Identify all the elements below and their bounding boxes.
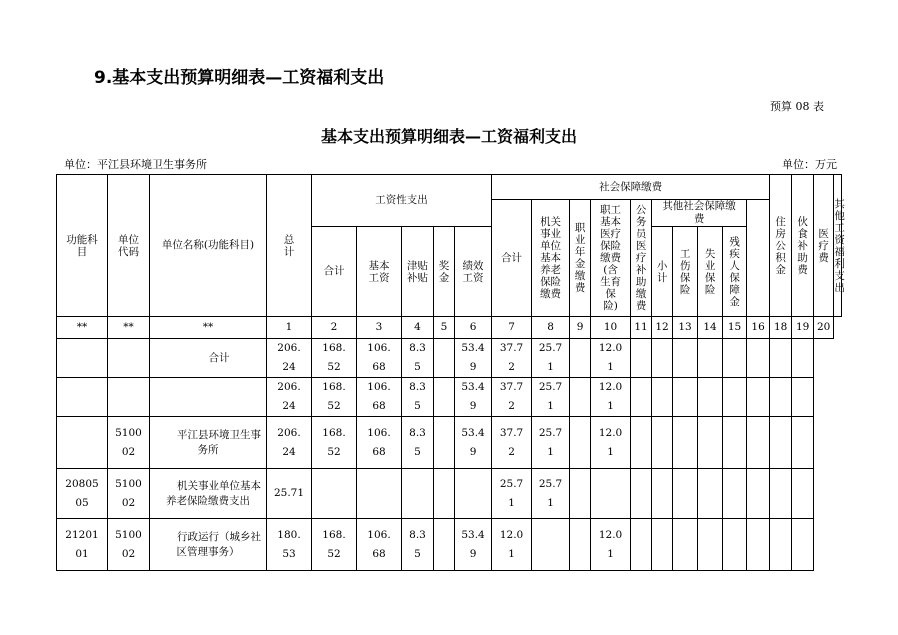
value-cell <box>652 339 673 378</box>
value-cell <box>631 378 652 417</box>
index-cell: ** <box>57 317 108 339</box>
header-disability: 残疾人保障金 <box>723 227 747 317</box>
table-title: 基本支出预算明细表—工资福利支出 <box>320 127 577 146</box>
value-cell: 53.49 <box>455 417 492 469</box>
value-cell: 37.72 <box>492 378 532 417</box>
value-cell <box>723 339 747 378</box>
value-cell <box>723 378 747 417</box>
table-row <box>57 519 842 571</box>
header-total: 总计 <box>267 175 312 317</box>
value-cell <box>792 417 814 469</box>
value-cell <box>770 469 792 519</box>
value-cell <box>631 339 652 378</box>
value-cell <box>770 378 792 417</box>
value-cell <box>434 469 455 519</box>
value-cell: 206.24 <box>267 417 312 469</box>
index-cell: 11 <box>631 317 652 339</box>
value-cell: 8.35 <box>402 339 434 378</box>
header-row-1 <box>57 175 842 200</box>
value-cell: 106.68 <box>357 417 402 469</box>
value-cell: 12.01 <box>591 378 631 417</box>
index-cell: 7 <box>492 317 532 339</box>
header-housing: 住房公积金 <box>770 175 792 317</box>
value-cell <box>792 378 814 417</box>
data-rows <box>57 339 842 571</box>
unit-name-cell: 合计 <box>150 339 267 378</box>
budget-table <box>56 174 845 571</box>
value-cell <box>792 519 814 571</box>
value-cell: 106.68 <box>357 339 402 378</box>
index-cell: 18 <box>770 317 792 339</box>
unit-code-cell: 510002 <box>108 469 150 519</box>
value-cell: 8.35 <box>402 417 434 469</box>
value-cell <box>698 417 723 469</box>
value-cell <box>402 469 434 519</box>
value-cell: 106.68 <box>357 378 402 417</box>
value-cell: 12.01 <box>591 519 631 571</box>
value-cell <box>652 469 673 519</box>
value-cell <box>698 339 723 378</box>
index-cell: 9 <box>570 317 591 339</box>
value-cell <box>747 378 770 417</box>
index-cell: ** <box>108 317 150 339</box>
value-cell <box>631 469 652 519</box>
header-other-welfare: 其他工资福利支出 <box>834 175 842 317</box>
value-cell <box>698 378 723 417</box>
index-cell: 19 <box>792 317 814 339</box>
header-allowance: 津贴补贴 <box>402 227 434 317</box>
value-cell <box>723 417 747 469</box>
func-code-cell <box>57 417 108 469</box>
unit-name-cell: 平江县环境卫生事务所 <box>150 417 267 469</box>
index-cell: 4 <box>402 317 434 339</box>
header-injury: 工伤保险 <box>673 227 698 317</box>
value-cell <box>631 417 652 469</box>
header-medical-fee: 医疗费 <box>814 175 834 317</box>
unit-code-cell <box>108 378 150 417</box>
index-cell: 20 <box>814 317 834 339</box>
func-code-cell: 2120101 <box>57 519 108 571</box>
value-cell: 206.24 <box>267 378 312 417</box>
value-cell <box>673 417 698 469</box>
value-cell: 12.01 <box>591 417 631 469</box>
value-cell: 37.72 <box>492 339 532 378</box>
header-bonus: 奖金 <box>434 227 455 317</box>
value-cell <box>591 469 631 519</box>
index-cell: 5 <box>434 317 455 339</box>
header-wage-group: 工资性支出 <box>312 175 492 227</box>
func-code-cell: 2080505 <box>57 469 108 519</box>
table-row <box>57 417 842 469</box>
value-cell <box>652 378 673 417</box>
value-cell <box>792 339 814 378</box>
header-pension: 机关事业单位基本养老保险缴费 <box>532 200 570 317</box>
value-cell: 25.71 <box>532 339 570 378</box>
index-cell: ** <box>150 317 267 339</box>
header-civil-medical: 公务员医疗补助缴费 <box>631 200 652 317</box>
value-cell <box>770 417 792 469</box>
header-medical: 职工基本医疗保险缴费(含生育保险) <box>591 200 631 317</box>
value-cell: 25.71 <box>532 378 570 417</box>
table-row <box>57 469 842 519</box>
unit-code-cell: 510002 <box>108 417 150 469</box>
value-cell <box>673 339 698 378</box>
value-cell: 106.68 <box>357 519 402 571</box>
value-cell <box>434 378 455 417</box>
value-cell <box>455 469 492 519</box>
header-unit-code: 单位代码 <box>108 175 150 317</box>
value-cell: 8.35 <box>402 378 434 417</box>
value-cell <box>747 519 770 571</box>
value-cell: 206.24 <box>267 339 312 378</box>
unit-code-cell <box>108 339 150 378</box>
value-cell <box>723 469 747 519</box>
value-cell: 25.71 <box>267 469 312 519</box>
header-unit-name: 单位名称(功能科目) <box>150 175 267 317</box>
value-cell: 12.01 <box>492 519 532 571</box>
unit-org-label: 单位：平江县环境卫生事务所 <box>64 158 207 171</box>
value-cell: 168.52 <box>312 339 357 378</box>
header-other-subtotal: 小计 <box>652 227 673 317</box>
value-cell <box>434 417 455 469</box>
value-cell: 53.49 <box>455 519 492 571</box>
index-cell: 3 <box>357 317 402 339</box>
value-cell: 25.71 <box>532 417 570 469</box>
section-title: 9.基本支出预算明细表—工资福利支出 <box>94 68 385 88</box>
value-cell: 180.53 <box>267 519 312 571</box>
value-cell <box>631 519 652 571</box>
func-code-cell <box>57 339 108 378</box>
value-cell <box>652 519 673 571</box>
index-cell: 2 <box>312 317 357 339</box>
index-cell: 12 <box>652 317 673 339</box>
table-row <box>57 378 842 417</box>
value-cell <box>698 519 723 571</box>
value-cell: 53.49 <box>455 339 492 378</box>
header-other-social-group: 其他社会保障缴费 <box>652 200 747 227</box>
value-cell: 12.01 <box>591 339 631 378</box>
value-cell <box>570 469 591 519</box>
value-cell <box>570 339 591 378</box>
value-cell <box>434 519 455 571</box>
unit-name-cell: 机关事业单位基本养老保险缴费支出 <box>150 469 267 519</box>
value-cell <box>673 469 698 519</box>
value-cell <box>673 378 698 417</box>
value-cell <box>357 469 402 519</box>
unit-name-cell: 行政运行（城乡社区管理事务） <box>150 519 267 571</box>
value-cell <box>570 417 591 469</box>
index-cell: 13 <box>673 317 698 339</box>
value-cell <box>673 519 698 571</box>
table-row <box>57 339 842 378</box>
index-cell: 8 <box>532 317 570 339</box>
value-cell <box>698 469 723 519</box>
value-cell: 37.72 <box>492 417 532 469</box>
value-cell <box>434 339 455 378</box>
header-social-total: 合计 <box>492 200 532 317</box>
value-cell: 168.52 <box>312 417 357 469</box>
header-wage-total: 合计 <box>312 227 357 317</box>
func-code-cell <box>57 378 108 417</box>
unit-code-cell: 510002 <box>108 519 150 571</box>
index-cell: 1 <box>267 317 312 339</box>
value-cell: 168.52 <box>312 378 357 417</box>
value-cell: 25.71 <box>492 469 532 519</box>
index-cell: 10 <box>591 317 631 339</box>
header-func-code: 功能科目 <box>57 175 108 317</box>
index-cell: 6 <box>455 317 492 339</box>
value-cell <box>570 519 591 571</box>
value-cell <box>770 339 792 378</box>
value-cell <box>652 417 673 469</box>
value-cell <box>532 519 570 571</box>
value-cell <box>792 469 814 519</box>
header-meal: 伙食补助费 <box>792 175 814 317</box>
value-cell <box>747 339 770 378</box>
value-cell <box>747 417 770 469</box>
header-social-group: 社会保障缴费 <box>492 175 770 200</box>
header-perf-wage: 绩效工资 <box>455 227 492 317</box>
unit-name-cell <box>150 378 267 417</box>
value-cell: 168.52 <box>312 519 357 571</box>
value-cell: 53.49 <box>455 378 492 417</box>
value-cell <box>723 519 747 571</box>
index-cell: 16 <box>747 317 770 339</box>
value-cell <box>570 378 591 417</box>
header-base-wage: 基本工资 <box>357 227 402 317</box>
index-cell: 14 <box>698 317 723 339</box>
value-cell <box>770 519 792 571</box>
table-code: 预算 08 表 <box>770 100 824 113</box>
index-cell: 15 <box>723 317 747 339</box>
unit-money-label: 单位：万元 <box>782 158 837 171</box>
index-row <box>57 317 842 339</box>
value-cell <box>747 469 770 519</box>
value-cell <box>312 469 357 519</box>
value-cell: 8.35 <box>402 519 434 571</box>
header-unemployment: 失业保险 <box>698 227 723 317</box>
header-annuity: 职业年金缴费 <box>570 200 591 317</box>
value-cell: 25.71 <box>532 469 570 519</box>
